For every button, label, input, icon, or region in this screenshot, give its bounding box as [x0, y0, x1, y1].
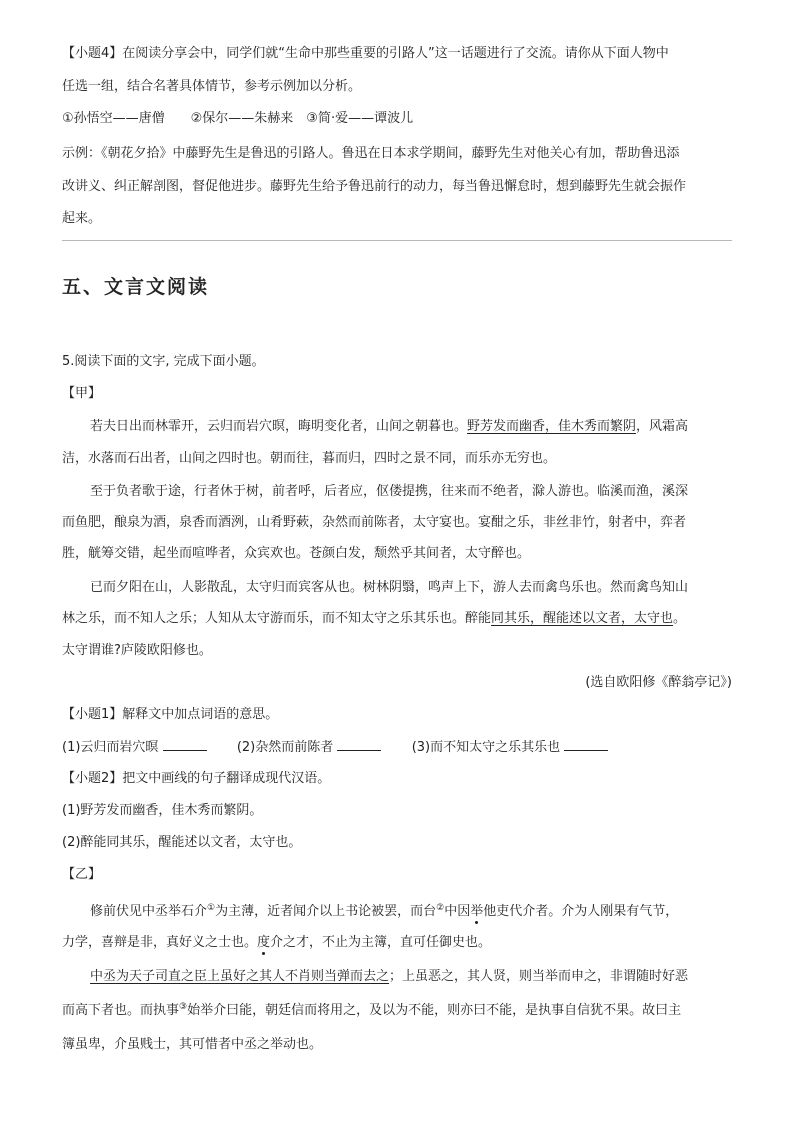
subquestion-2: 【小题2】把文中画线的句子翻译成现代汉语。: [62, 771, 331, 786]
jia-text: 林之乐，而不知人之乐；人知从太守游而乐，而不知太守之乐其乐也。醉能: [62, 611, 492, 626]
passage-jia-label: 【甲】: [62, 386, 102, 401]
q4-prompt-line-2: 任选一组，结合名著具体情节，参考示例加以分析。: [62, 79, 362, 94]
q4-options: ①孙悟空——唐僧 ②保尔——朱赫来 ③简·爱——谭波儿: [62, 111, 414, 126]
underlined-sentence-1: 野芳发而幽香，佳木秀而繁阴: [467, 419, 637, 434]
q5-intro: 5.阅读下面的文字, 完成下面小题。: [62, 354, 265, 369]
sq1-item-2: (2)杂然而前陈者: [236, 740, 334, 755]
section-divider: [62, 240, 732, 241]
yi-text: 修前伏见中丞举石介: [90, 904, 208, 919]
passage-yi-label: 【乙】: [62, 867, 102, 882]
dotted-word-du: 度: [257, 935, 271, 950]
jia-para2-line-2: 而鱼肥，酿泉为酒，泉香而酒洌，山肴野蔌，杂然而前陈者，太守宴也。宴酣之乐，非丝非竹，射者中，弈者: [62, 515, 687, 530]
jia-text: ，风霜高: [636, 419, 689, 434]
yi-line-4: [62, 1002, 681, 1020]
dotted-word-ju: 举: [470, 904, 484, 919]
footnote-marker-3: ③: [179, 1002, 188, 1012]
q4-example-line-2: 改讲义、纠正解剖图，督促他进步。藤野先生给予鲁迅前行的动力，每当鲁迅懈怠时，想到藤野先生就会振作: [62, 179, 687, 194]
q4-prompt-line-1: 【小题4】在阅读分享会中，同学们就“生命中那些重要的引路人”这一话题进行了交流。请你从下面人物中: [62, 46, 669, 61]
yi-text: 为主薄，近者闻介以上书论被罢，而台: [215, 904, 437, 919]
jia-para1-line-1: [90, 418, 688, 436]
jia-para1-line-2: 洁，水落而石出者，山间之四时也。朝而往，暮而归，四时之景不同，而乐亦无穷也。: [62, 451, 557, 466]
jia-para3-line-1: 已而夕阳在山，人影散乱，太守归而宾客从也。树林阴翳，鸣声上下，游人去而禽鸟乐也。然而禽鸟知山: [90, 580, 689, 595]
subquestion-2-item-1: (1)野芳发而幽香，佳木秀而繁阴。: [62, 803, 263, 818]
section-title: 五、文言文阅读: [62, 276, 210, 298]
q4-example-line-3: 起来。: [62, 211, 102, 226]
yi-text: 中因: [444, 904, 471, 919]
answer-blank-3[interactable]: [564, 738, 608, 751]
footnote-marker-2: ②: [436, 903, 445, 913]
yi-text: 始举介曰能，朝廷信而将用之，及以为不能，则亦曰不能，是执事自信犹不果。故曰主: [187, 1003, 682, 1018]
subquestion-2-item-2: (2)醉能同其乐，醒能述以文者，太守也。: [62, 835, 302, 850]
q4-example-line-1: 示例：《朝花夕拾》中藤野先生是鲁迅的引路人。鲁迅在日本求学期间，藤野先生对他关心有加，帮助鲁迅添: [62, 146, 680, 161]
subquestion-1-items: [62, 738, 608, 757]
passage-source: (选自欧阳修《醉翁亭记》): [585, 675, 732, 690]
yi-text: 他吏代介者。介为人刚果有气节，: [483, 904, 679, 919]
yi-text: 介之才，不止为主簿，直可任御史也。: [270, 935, 492, 950]
yi-text: ；上虽恶之，其人贤，则当举而申之，非谓随时好恶: [389, 969, 689, 984]
yi-line-2: [62, 934, 491, 952]
yi-text: 力学，喜辩是非，真好义之士也。: [62, 935, 258, 950]
sq1-item-1: (1)云归而岩穴暝: [62, 740, 159, 755]
yi-text: 而高下者也。而执事: [62, 1003, 180, 1018]
yi-line-1: [90, 903, 678, 921]
sq1-item-3: (3)而不知太守之乐其乐也: [411, 740, 561, 755]
answer-blank-2[interactable]: [337, 738, 381, 751]
footnote-marker-1: ①: [207, 903, 216, 913]
answer-blank-1[interactable]: [163, 738, 207, 751]
yi-line-3: [90, 968, 688, 986]
jia-para3-line-3: 太守谓谁?庐陵欧阳修也。: [62, 643, 212, 658]
jia-para2-line-3: 胜，觥筹交错，起坐而喧哗者，众宾欢也。苍颜白发，颓然乎其间者，太守醉也。: [62, 546, 531, 561]
jia-para2-line-1: 至于负者歌于途，行者休于树，前者呼，后者应，伛偻提携，往来而不绝者，滁人游也。临溪而渔，溪深: [90, 484, 689, 499]
jia-para3-line-2: [62, 610, 686, 628]
jia-text: 。: [673, 611, 687, 626]
subquestion-1: 【小题1】解释文中加点词语的意思。: [62, 707, 279, 722]
jia-text: 若夫日出而林霏开，云归而岩穴暝，晦明变化者，山间之朝暮也。: [90, 419, 468, 434]
yi-line-5: 簿虽卑，介虽贱士，其可惜者中丞之举动也。: [62, 1037, 323, 1052]
underlined-sentence-3: 中丞为天子司直之臣上虽好之其人不肖则当弹而去之: [90, 969, 390, 984]
underlined-sentence-2: 同其乐，醒能述以文者，太守也: [491, 611, 674, 626]
